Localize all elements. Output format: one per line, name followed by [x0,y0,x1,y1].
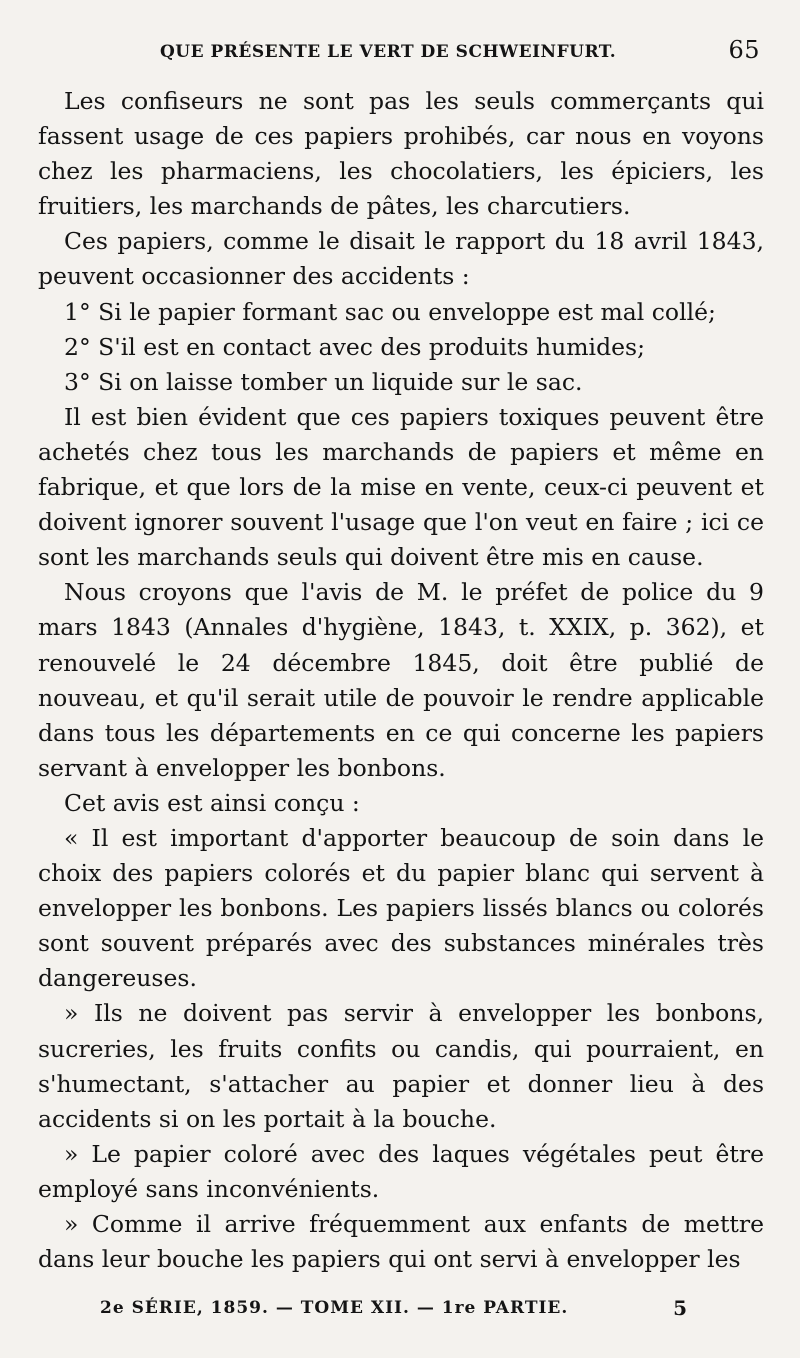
paragraph: Nous croyons que l'avis de M. le préfet de police du 9 mars 1843 (Annales d'hygiène, 1843, t. XXIX, p. 362), et renouvelé le 24 décembre 1845, doit être publié de nouveau, et qu'il serait utile de pouvoir le rendre applicable dans tous les départements en ce qui concerne les papiers servant à envelopper les bonbons. [38,578,764,782]
page-footer [100,1296,700,1324]
quote-paragraph: » Comme il arrive fréquemment aux enfants de mettre dans leur bouche les papiers qui ont servi à envelopper les [38,1210,764,1274]
list-item: 2° S'il est en contact avec des produits humides; [64,332,645,361]
paragraph: Les confiseurs ne sont pas les seuls commerçants qui fassent usage de ces papiers prohibés, car nous en voyons chez les pharmaciens, les chocolatiers, les épiciers, les fruitiers, les marchands de pâtes, les charcutiers. [38,87,764,221]
running-title: QUE PRÉSENTE LE VERT DE SCHWEINFURT. [160,42,617,62]
list-item: 3° Si on laisse tomber un liquide sur le sac. [64,367,583,396]
paragraph: Cet avis est ainsi conçu : [64,788,360,817]
quote-paragraph: « Il est important d'apporter beaucoup de soin dans le choix des papiers colorés et du papier blanc qui servent à envelopper les bonbons. Les papiers lissés blancs ou colorés sont souvent préparés avec des substances minérales très dangereuses. [38,823,764,993]
body-text [38,84,764,1277]
page-header [150,36,760,66]
quote-paragraph: » Ils ne doivent pas servir à envelopper les bonbons, sucreries, les fruits confits ou candis, qui pourraient, en s'humectant, s'attacher au papier et donner lieu à des accidents si on les portait à la bouche. [38,999,764,1133]
signature-mark: 5 [673,1296,688,1320]
list-item: 1° Si le papier formant sac ou enveloppe est mal collé; [64,297,716,326]
series-line: 2e SÉRIE, 1859. — TOME XII. — 1re PARTIE. [100,1298,569,1318]
paragraph: Il est bien évident que ces papiers toxiques peuvent être achetés chez tous les marchands de papiers et même en fabrique, et que lors de la mise en vente, ceux-ci peuvent et doivent ignorer souvent l'usage que l'on veut en faire ; ici ce sont les marchands seuls qui doivent être mis en cause. [38,402,764,572]
page-number: 65 [728,36,760,64]
paragraph: Ces papiers, comme le disait le rapport du 18 avril 1843, peuvent occasionner des accidents : [38,227,764,291]
quote-paragraph: » Le papier coloré avec des laques végétales peut être employé sans inconvénients. [38,1139,764,1203]
